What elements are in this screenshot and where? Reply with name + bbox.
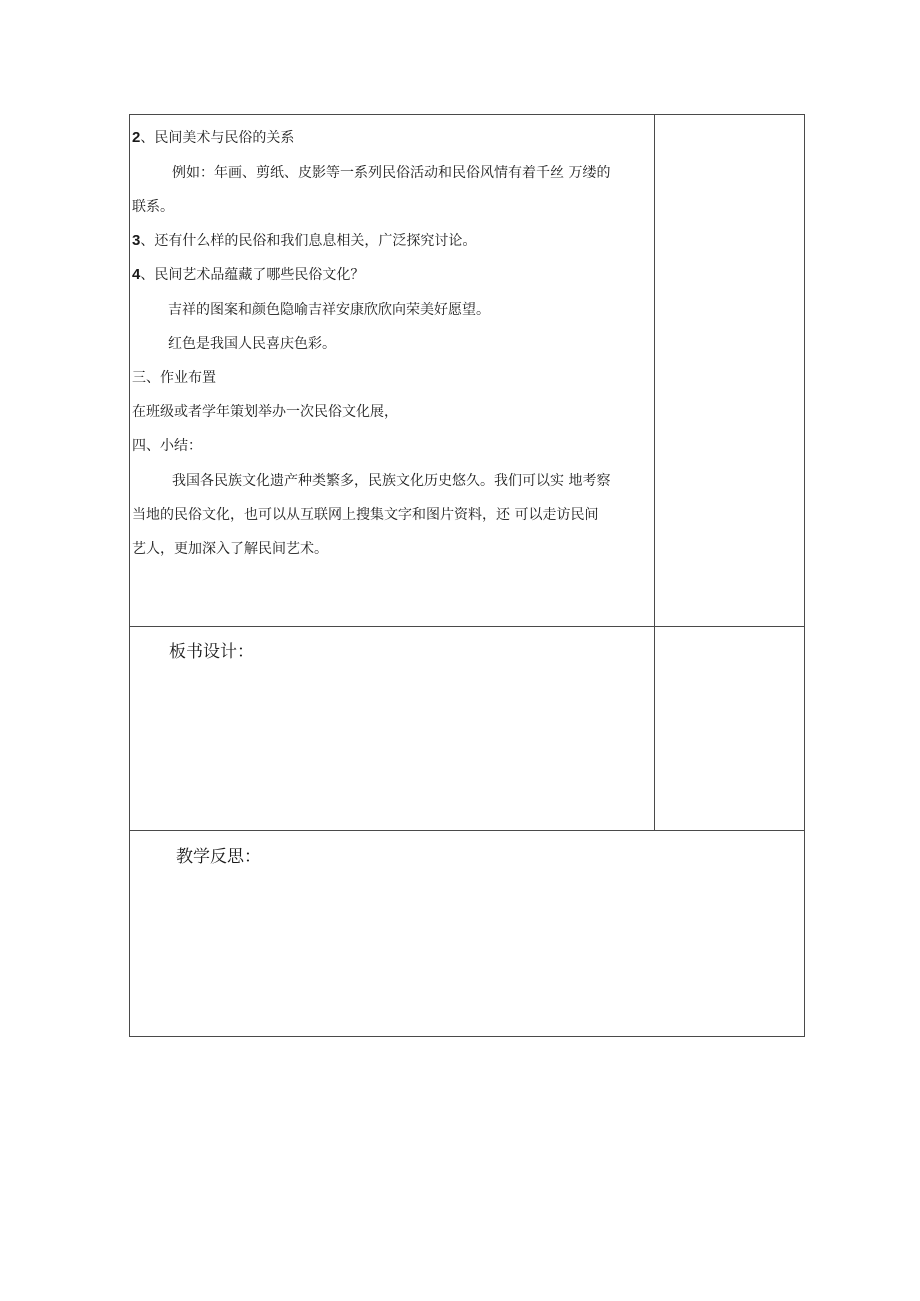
content-line-7: 红色是我国人民喜庆色彩。 [168, 336, 336, 352]
item-number: 4 [132, 266, 141, 283]
board-design-label: 板书设计： [169, 642, 254, 662]
content-line-5: 4、民间艺术品蕴藏了哪些民俗文化？ [132, 266, 365, 283]
content-line-2: 例如：年画、剪纸、皮影等一系列民俗活动和民俗风情有着千丝 万缕的 [172, 165, 611, 181]
content-line-11: 我国各民族文化遗产种类繁多，民族文化历史悠久。我们可以实 地考察 [172, 473, 611, 489]
row-divider-1 [130, 626, 804, 627]
reflection-label: 教学反思： [176, 847, 261, 867]
content-line-3: 联系。 [132, 199, 174, 215]
content-line-10: 四、小结： [132, 438, 202, 454]
item-number: 3 [132, 232, 141, 249]
content-line-6: 吉祥的图案和颜色隐喻吉祥安康欣欣向荣美好愿望。 [168, 302, 490, 318]
row-divider-2 [130, 830, 804, 831]
lesson-plan-table [129, 114, 805, 1037]
content-line-8: 三、作业布置 [132, 370, 216, 386]
content-line-12: 当地的民俗文化，也可以从互联网上搜集文字和图片资料，还 可以走访民间 [132, 507, 599, 523]
item-number: 2 [132, 129, 141, 146]
content-line-9: 在班级或者学年策划举办一次民俗文化展， [132, 404, 398, 420]
content-line-1: 2、民间美术与民俗的关系 [132, 129, 295, 146]
content-line-4: 3、还有什么样的民俗和我们息息相关，广泛探究讨论。 [132, 232, 477, 249]
content-line-13: 艺人，更加深入了解民间艺术。 [132, 541, 328, 557]
